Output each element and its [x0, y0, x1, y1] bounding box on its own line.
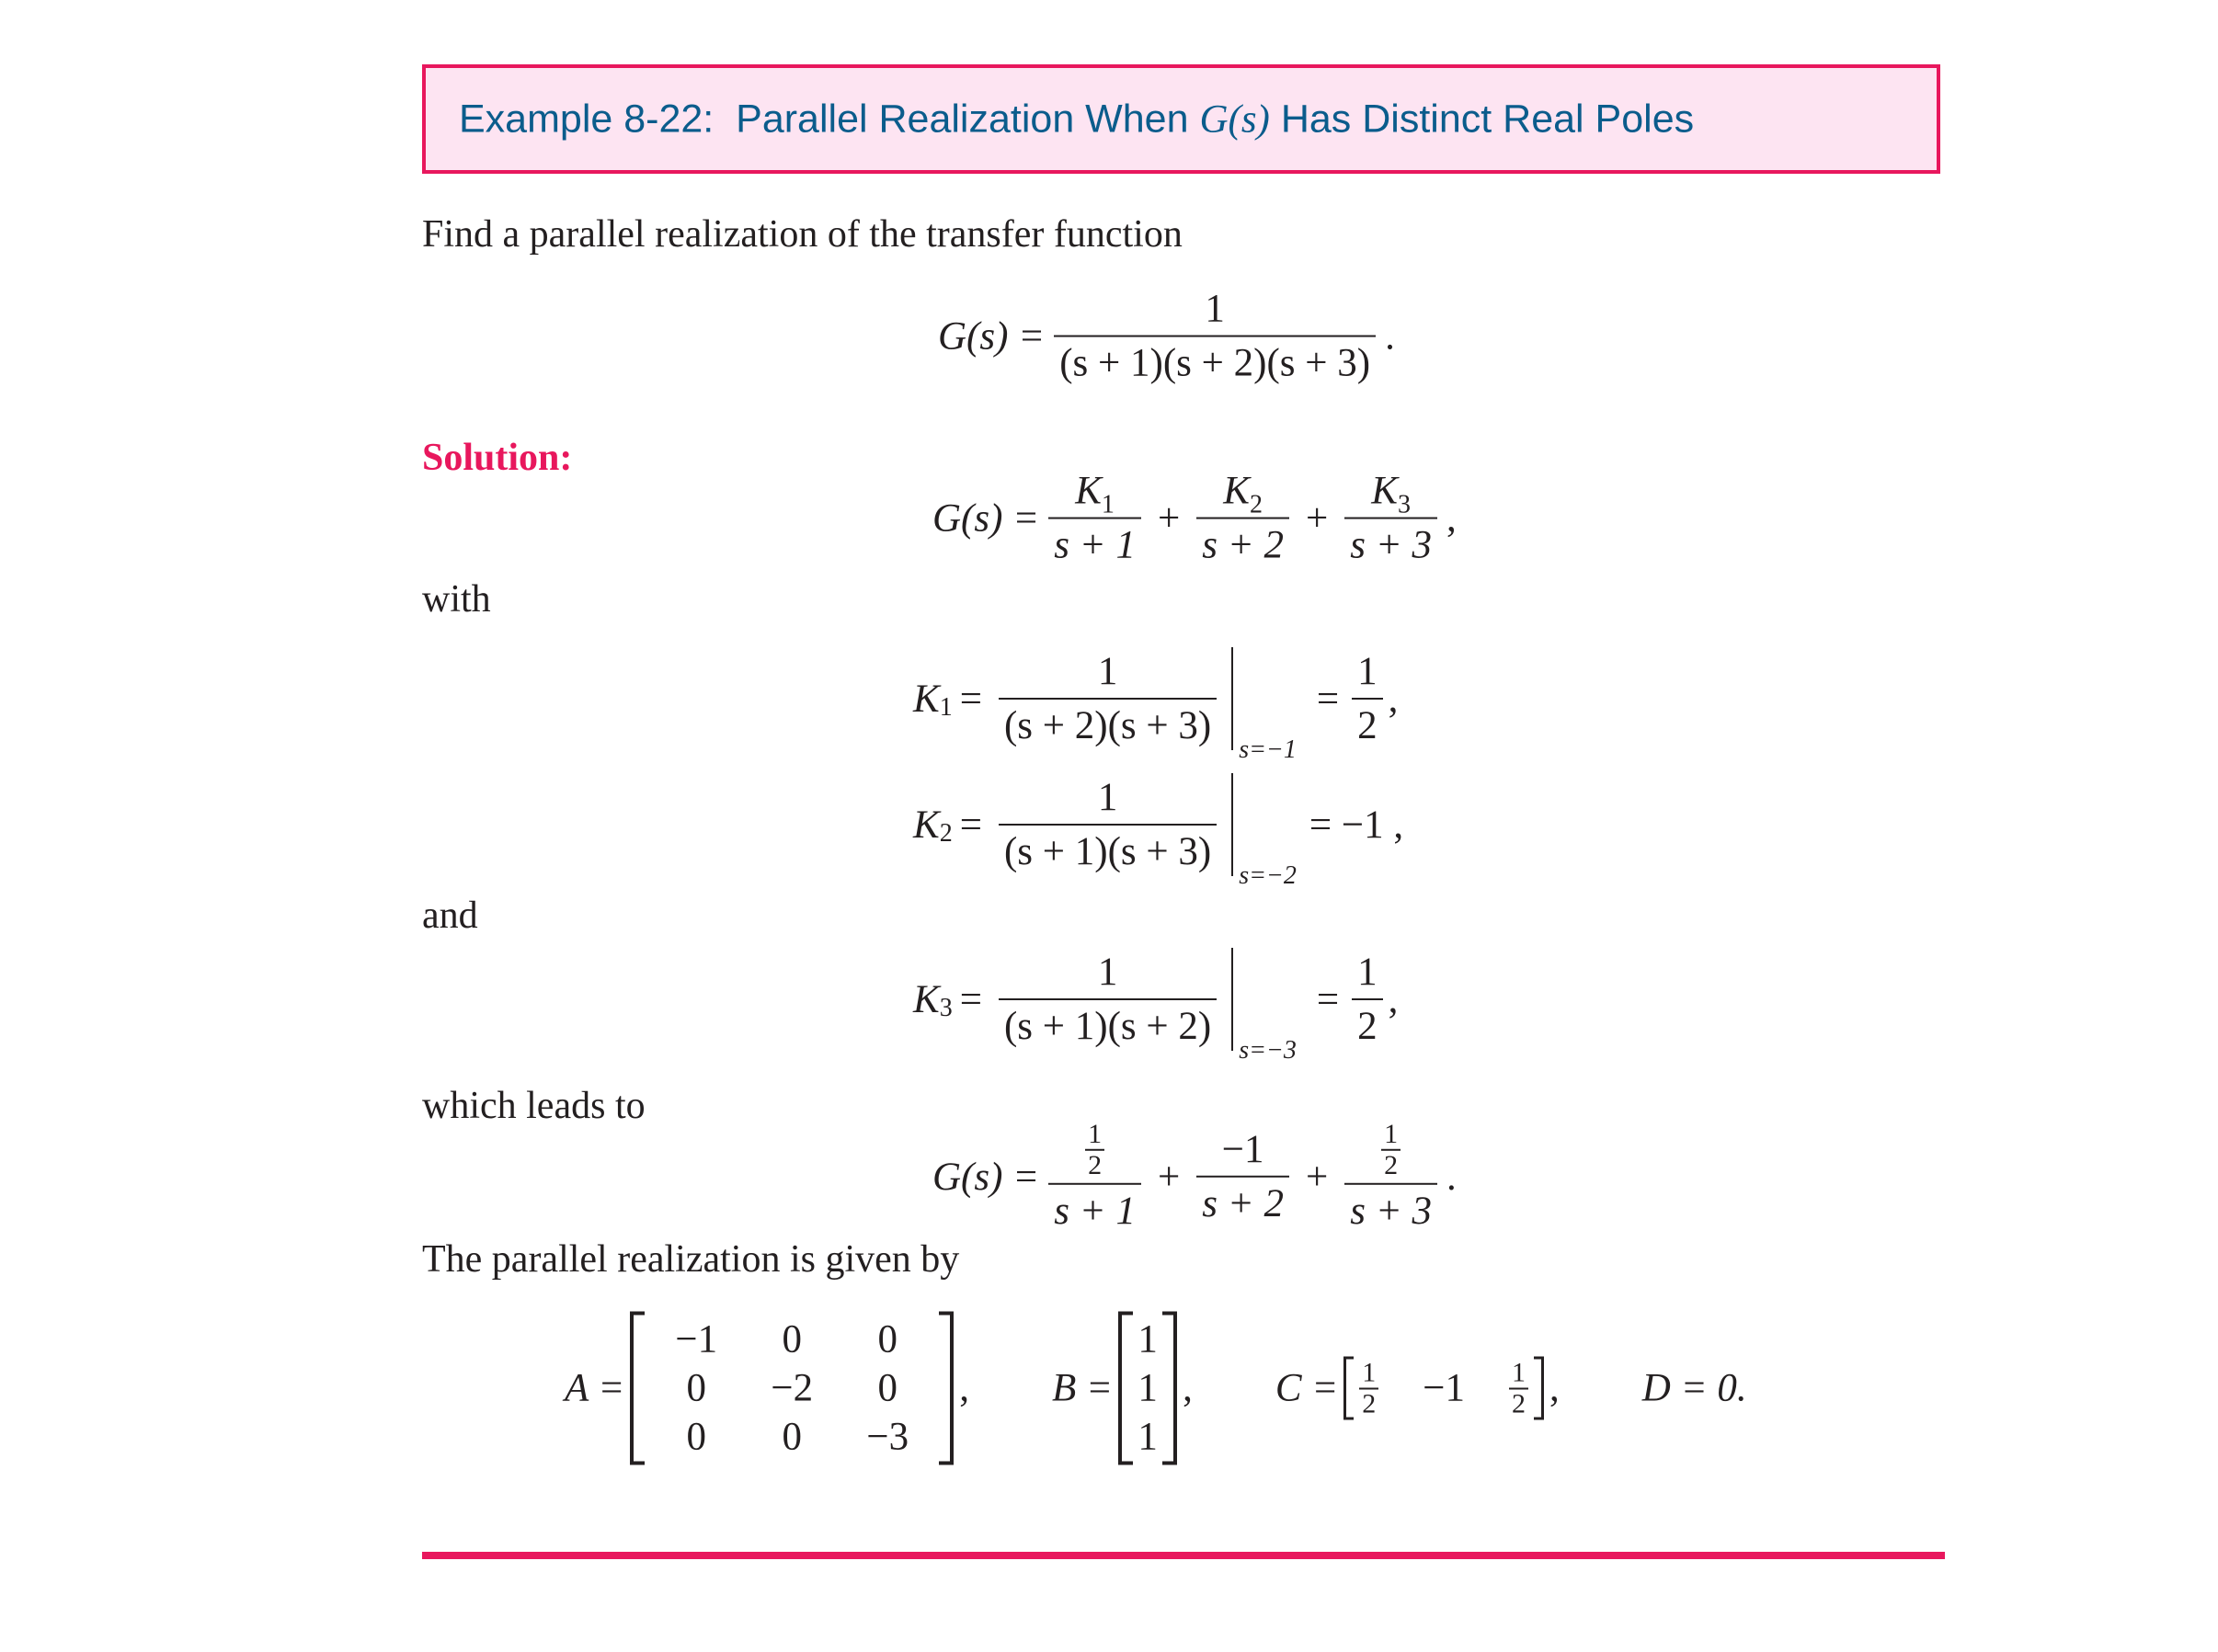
- result-equation: G(s) = $\frac{\frac{1}{2}}{s + 1}$ + $\frac{-1}{s + 2}$ + $\frac{\frac{1}{2}}{s + 3}$ .: [932, 1118, 1457, 1233]
- k1-equation: K 1 = $\frac{1}{(s + 2)(s + 3)}$ s=−1 = $\frac{1}{2}$ ,: [913, 647, 1398, 750]
- matrix-d: D = 0.: [1641, 1366, 1747, 1410]
- partial-fraction-equation: G(s) = $\frac{K_1}{s + 1}$ + $\frac{K_2}{s + 2}$ + $\frac{K_3}{s + 3}$ ,: [932, 469, 1457, 567]
- k3-equation: K 3 = $\frac{1}{(s + 1)(s + 2)}$ s=−3 = $\frac{1}{2}$ ,: [913, 948, 1398, 1051]
- solution-label: Solution:: [422, 437, 573, 479]
- and-text: and: [422, 894, 478, 937]
- intro-text: Find a parallel realization of the transfer function: [422, 213, 1183, 256]
- bottom-divider: [422, 1552, 1945, 1559]
- matrix-b-label: B =: [1052, 1366, 1114, 1410]
- k2-equation: K 2 = $\frac{1}{(s + 1)(s + 3)}$ s=−2 = −1 ,: [913, 773, 1403, 876]
- matrix-c-label: C =: [1275, 1366, 1339, 1410]
- state-space-matrices: A = −1 0 0 0 −2 0 0 0 −3 , B = 1 1 1 , C = 1 2 −1 1 2 , D = 0.: [565, 1312, 1747, 1465]
- realization-text: The parallel realization is given by: [422, 1238, 960, 1281]
- with-text: with: [422, 578, 491, 621]
- matrix-a: −1 0 0 0 −2 0 0 0 −3: [630, 1312, 954, 1465]
- matrix-b: 1 1 1: [1118, 1312, 1177, 1465]
- example-header-box: [422, 64, 1940, 174]
- matrix-a-label: A =: [565, 1366, 625, 1410]
- leads-text: which leads to: [422, 1085, 646, 1127]
- matrix-c: 1 2 −1 1 2: [1343, 1357, 1544, 1420]
- transfer-function-equation: G(s) = $\frac{1}{(s + 1)(s + 2)(s + 3)}$ .: [938, 287, 1395, 385]
- example-title: Example 8-22: Parallel Realization When G(s) Has Distinct Real Poles: [459, 97, 1695, 141]
